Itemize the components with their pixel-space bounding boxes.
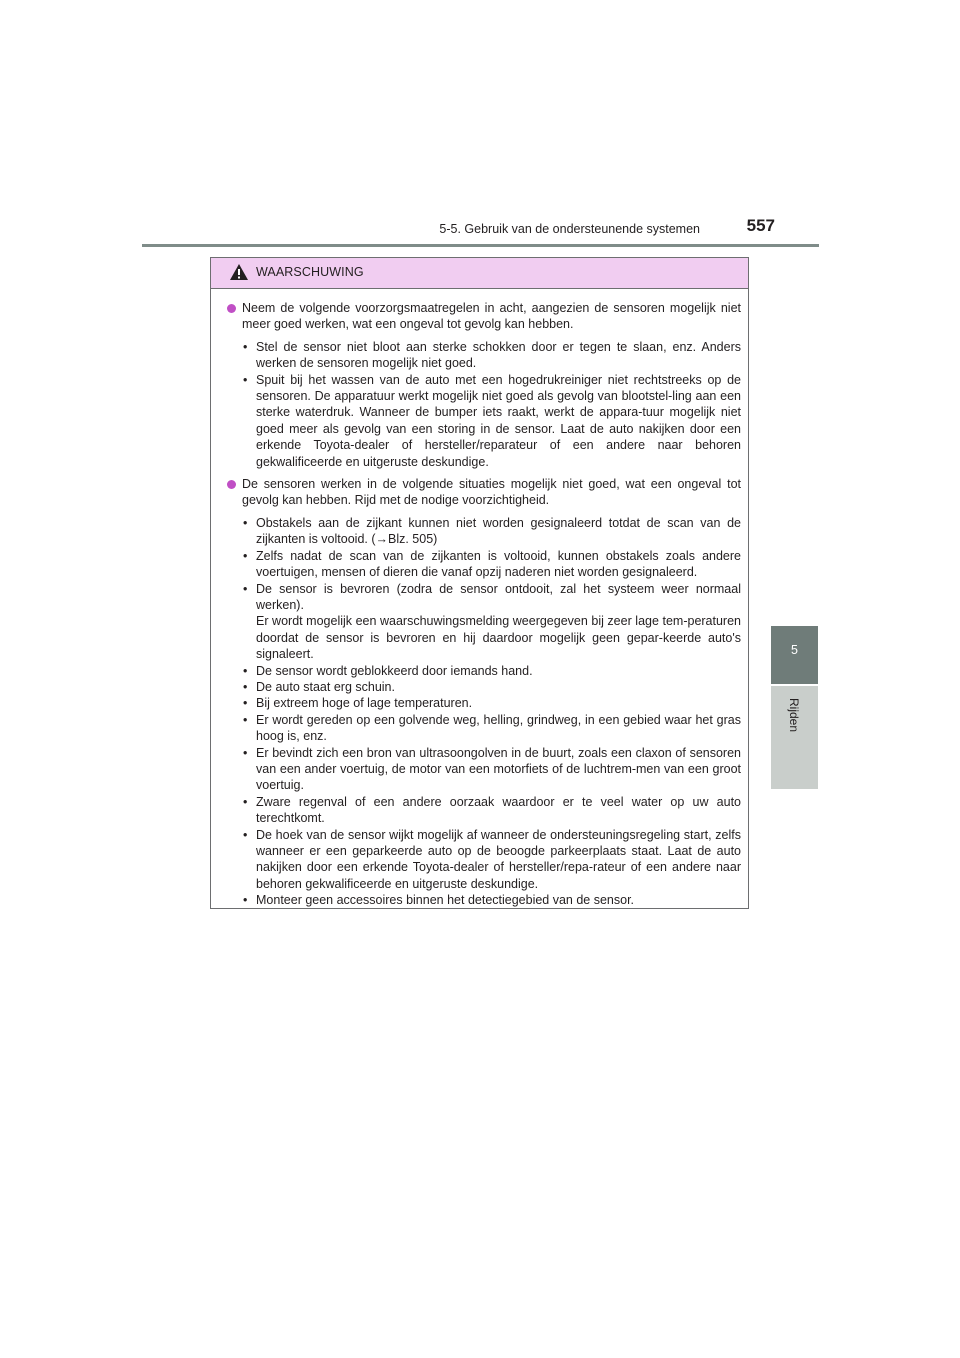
- paragraph-text: De sensoren werken in de volgende situaties mogelijk niet goed, wat een ongeval tot gevolg kan hebben. Rijd met de nodige voorzichtigheid.: [242, 477, 741, 508]
- warning-box: [210, 257, 749, 909]
- chapter-tab-label: [771, 686, 818, 789]
- warning-paragraph: [227, 300, 741, 333]
- list-item: • Stel de sensor niet bloot aan sterke schokken door er tegen te slaan, enz. Anders werken de sensoren mogelijk niet goed.: [243, 339, 741, 371]
- list-item: • Zelfs nadat de scan van de zijkanten is voltooid, kunnen obstakels zoals andere voertuigen, mensen of dieren die vanaf opzij naderen niet worden gesignaleerd.: [243, 548, 741, 580]
- situation-list: [242, 515, 741, 909]
- list-item: • Monteer geen accessoires binnen het detectiegebied van de sensor.: [243, 893, 635, 908]
- bullet-dot-icon: [227, 480, 236, 489]
- list-item: • Bij extreem hoge of lage temperaturen.: [243, 696, 473, 711]
- list-item: • De auto staat erg schuin.: [243, 679, 395, 694]
- list-item: • De sensor wordt geblokkeerd door iemands hand.: [243, 663, 533, 678]
- list-item: • Er bevindt zich een bron van ultrasoongolven in de buurt, zoals een claxon of sensoren van een ander voertuig, de motor van een motorfiets of de luchtrem-men van een groot voertuig.: [243, 745, 741, 793]
- warning-body: [227, 300, 741, 915]
- list-item: • Spuit bij het wassen van de auto met een hogedrukreiniger niet rechtstreeks op de sensoren. De apparatuur werkt mogelijk niet goed als gevolg van blootstel-ling aan een sterke waterdruk. Wanneer de bumper iets raakt, werkt de appara-tuur mogelijk niet goed meer als gevolg van een storing in de sensor. Laat de auto nakijken door een erkende Toyota-dealer of hersteller/reparateur of een andere naar behoren gekwalificeerde en uitgeruste deskundige.: [243, 372, 741, 469]
- list-item: • Obstakels aan de zijkant kunnen niet worden gesignaleerd totdat de scan van de zijkanten is voltooid. (→Blz. 505): [243, 515, 741, 547]
- header-divider: [142, 244, 819, 247]
- page-number: 557: [746, 216, 775, 235]
- list-item: • Er wordt gereden op een golvende weg, helling, grindweg, in een gebied waar het gras hoog is, enz.: [243, 712, 741, 744]
- list-item-note: Er wordt mogelijk een waarschuwingsmelding weergegeven bij zeer lage tem-peraturen doordat de sensor is bevroren en hij daardoor mogelijk geen gepar-keerde auto's signaleert.: [256, 614, 741, 662]
- bullet-dot-icon: [227, 304, 236, 313]
- paragraph-text: Neem de volgende voorzorgsmaatregelen in acht, aangezien de sensoren mogelijk niet meer goed werken, wat een ongeval tot gevolg kan hebben.: [242, 301, 741, 332]
- list-item: • De hoek van de sensor wijkt mogelijk af wanneer de ondersteuningsregeling start, zelfs wanneer er een geparkeerde auto op de beoogde parkeerplaats staat. Laat de auto nakijken door een erkende Toyota-dealer of hersteller/repa-rateur of een andere naar behoren gekwalificeerde en uitgeruste deskundige.: [243, 827, 741, 891]
- warning-triangle-icon: [229, 263, 249, 281]
- chapter-tab-text: Rijden: [787, 698, 801, 733]
- chapter-tab-number: 5: [771, 626, 818, 684]
- warning-header: [211, 258, 748, 289]
- warning-paragraph: [227, 476, 741, 509]
- precaution-list: [242, 339, 741, 470]
- list-item: • De sensor is bevroren (zodra de sensor ontdooit, zal het systeem weer normaal werken). Er wordt mogelijk een waarschuwingsmelding weergegeven bij zeer lage tem-peraturen doordat de sensor is bevroren en hij daardoor mogelijk geen gepar-keerde auto's signaleert.: [243, 581, 741, 662]
- section-title: 5-5. Gebruik van de ondersteunende systemen: [439, 222, 700, 236]
- list-item: • Zware regenval of een andere oorzaak waardoor er te veel water op uw auto terechtkomt.: [243, 794, 741, 826]
- warning-title: WAARSCHUWING: [256, 265, 364, 279]
